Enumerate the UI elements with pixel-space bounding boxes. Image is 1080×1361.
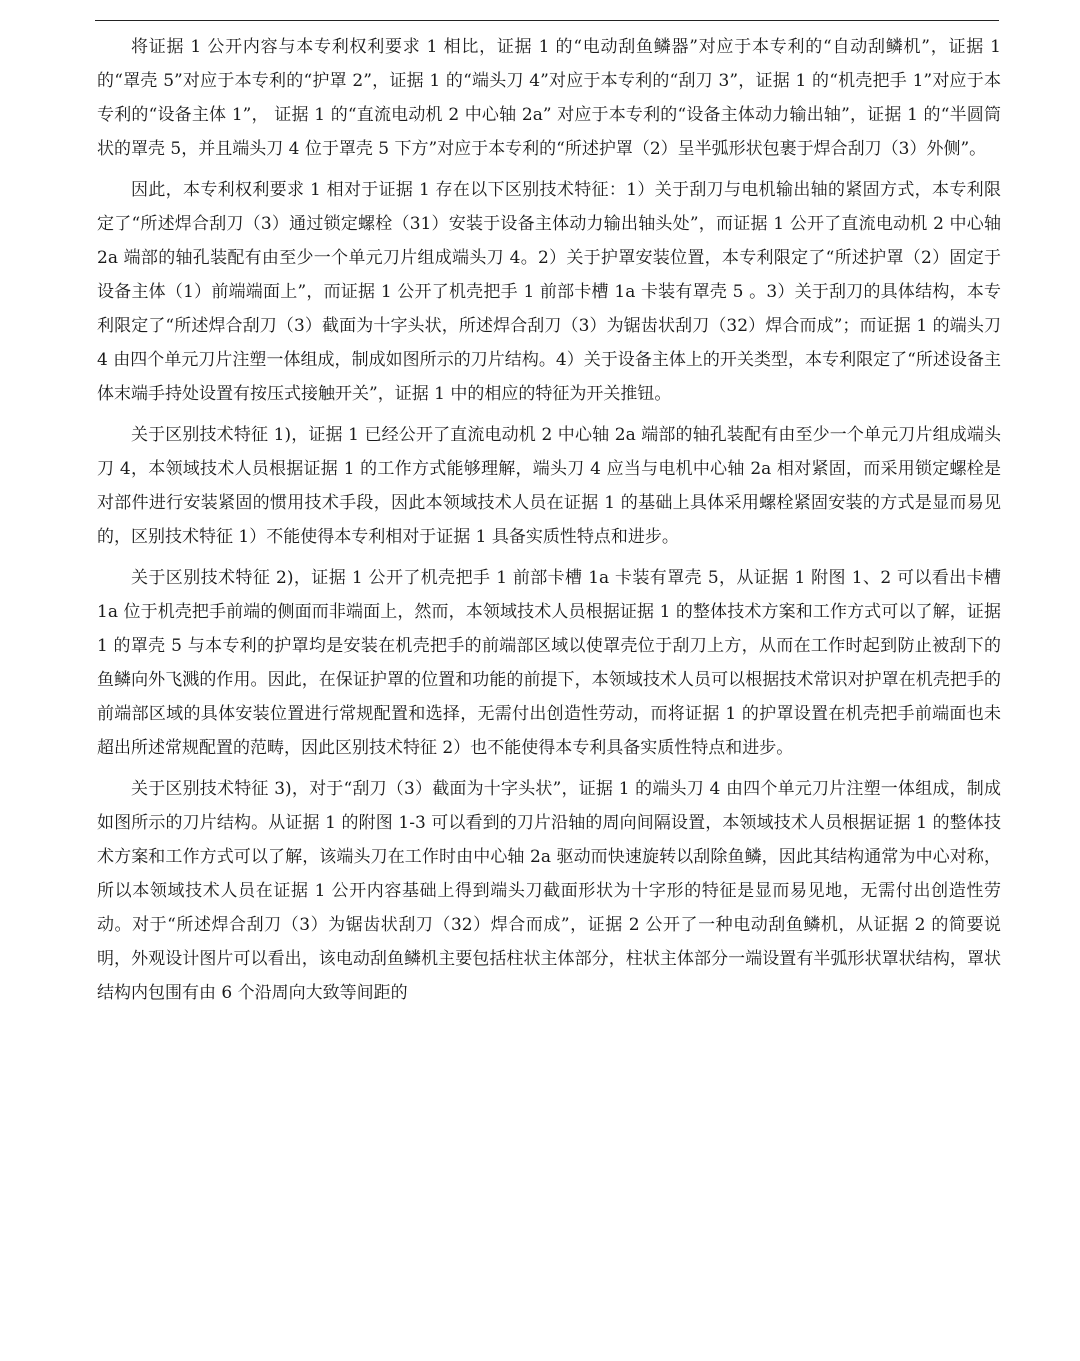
header-rule <box>95 20 999 21</box>
paragraph-comparison: 将证据 1 公开内容与本专利权利要求 1 相比，证据 1 的“电动刮鱼鳞器”对应于本专利的“自动刮鳞机”，证据 1 的“罩壳 5”对应于本专利的“护罩 2”，证据 1 的“端头刀 4”对应于本专利的“刮刀 3”，证据 1 的“机壳把手 1”对应于本专利的“设备主体 1”， 证据 1 的“直流电动机 2 中心轴 2a” 对应于本专利的“设备主体动力输出轴”，证据 1 的“半圆筒状的罩壳 5，并且端头刀 4 位于罩壳 5 下方”对应于本专利的“所述护罩（2）呈半弧形状包裹于焊合刮刀（3）外侧”。 <box>97 37 1001 159</box>
paragraph-distinguishing-features: 因此，本专利权利要求 1 相对于证据 1 存在以下区别技术特征：1）关于刮刀与电机输出轴的紧固方式，本专利限定了“所述焊合刮刀（3）通过锁定螺栓（31）安装于设备主体动力输出轴头处”，而证据 1 公开了直流电动机 2 中心轴 2a 端部的轴孔装配有由至少一个单元刀片组成端头刀 4。2）关于护罩安装位置，本专利限定了“所述护罩（2）固定于设备主体（1）前端端面上”，而证据 1 公开了机壳把手 1 前部卡槽 1a 卡装有罩壳 5 。3）关于刮刀的具体结构，本专利限定了“所述焊合刮刀（3）截面为十字头状，所述焊合刮刀（3）为锯齿状刮刀（32）焊合而成”；而证据 1 的端头刀 4 由四个单元刀片注塑一体组成，制成如图所示的刀片结构。4）关于设备主体上的开关类型，本专利限定了“所述设备主体末端手持处设置有按压式接触开关”，证据 1 中的相应的特征为开关推钮。 <box>97 180 1001 404</box>
paragraph-feature-2: 关于区别技术特征 2)，证据 1 公开了机壳把手 1 前部卡槽 1a 卡装有罩壳 5，从证据 1 附图 1、2 可以看出卡槽 1a 位于机壳把手前端的侧面而非端面上，然而，本领域技术人员根据证据 1 的整体技术方案和工作方式可以了解，证据 1 的罩壳 5 与本专利的护罩均是安装在机壳把手的前端部区域以使罩壳位于刮刀上方，从而在工作时起到防止被刮下的鱼鳞向外飞溅的作用。因此，在保证护罩的位置和功能的前提下，本领域技术人员可以根据技术常识对护罩在机壳把手的前端部区域的具体安装位置进行常规配置和选择，无需付出创造性劳动，而将证据 1 的护罩设置在机壳把手前端面也未超出所述常规配置的范畴，因此区别技术特征 2）也不能使得本专利具备实质性特点和进步。 <box>97 568 1001 758</box>
document-body <box>97 30 1001 1010</box>
paragraph-feature-3: 关于区别技术特征 3)，对于“刮刀（3）截面为十字头状”，证据 1 的端头刀 4 由四个单元刀片注塑一体组成，制成如图所示的刀片结构。从证据 1 的附图 1-3 可以看到的刀片沿轴的周向间隔设置，本领域技术人员根据证据 1 的整体技术方案和工作方式可以了解，该端头刀在工作时由中心轴 2a 驱动而快速旋转以刮除鱼鳞，因此其结构通常为中心对称，所以本领域技术人员在证据 1 公开内容基础上得到端头刀截面形状为十字形的特征是显而易见地，无需付出创造性劳动。对于“所述焊合刮刀（3）为锯齿状刮刀（32）焊合而成”，证据 2 公开了一种电动刮鱼鳞机，从证据 2 的简要说明，外观设计图片可以看出，该电动刮鱼鳞机主要包括柱状主体部分，柱状主体部分一端设置有半弧形状罩状结构，罩状结构内包围有由 6 个沿周向大致等间距的 <box>97 779 1001 1003</box>
paragraph-feature-1: 关于区别技术特征 1)，证据 1 已经公开了直流电动机 2 中心轴 2a 端部的轴孔装配有由至少一个单元刀片组成端头刀 4，本领域技术人员根据证据 1 的工作方式能够理解，端头刀 4 应当与电机中心轴 2a 相对紧固，而采用锁定螺栓是对部件进行安装紧固的惯用技术手段，因此本领域技术人员在证据 1 的基础上具体采用螺栓紧固安装的方式是显而易见的，区别技术特征 1）不能使得本专利相对于证据 1 具备实质性特点和进步。 <box>97 425 1001 547</box>
